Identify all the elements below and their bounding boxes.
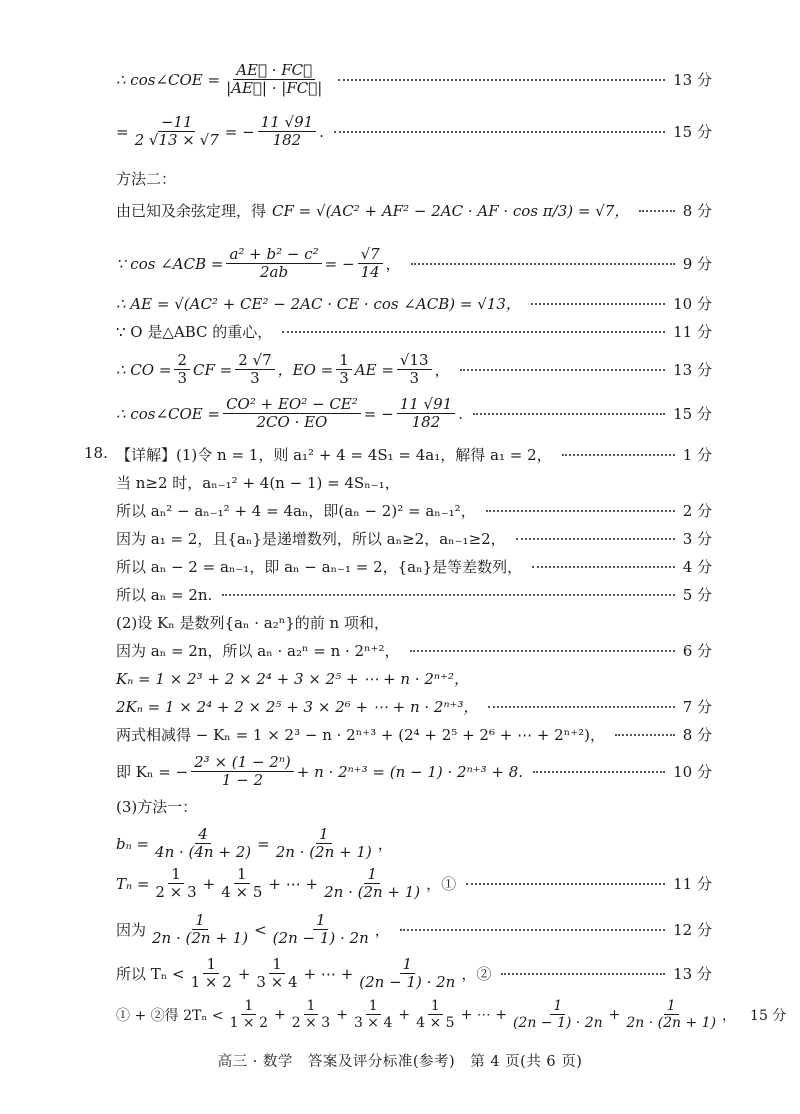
line-cos-value: = $\frac{-11}{2 √13 \times √7}$ = − $\frac{11 √91}{182}$ . 15 分 — [116, 113, 712, 150]
leader-dots — [531, 303, 665, 305]
leader-dots — [488, 706, 674, 708]
line-centroid: ∵ O 是△ABC 的重心， 11 分 — [116, 323, 712, 341]
page-footer: 高三 · 数学 答案及评分标准(参考) 第 4 页(共 6 页) — [217, 1054, 583, 1070]
fraction: $\frac{√7}{14}$ — [358, 246, 383, 282]
fraction: $\frac{√13}{3}$ — [397, 352, 432, 388]
leader-dots — [338, 79, 665, 81]
fraction: $\frac{1}{2 \times 3}$ — [155, 865, 197, 902]
fraction: $\frac{\text{CO² + EO² − CE²}}{2CO \cdot EO}$ — [223, 396, 361, 432]
leader-dots — [460, 369, 666, 371]
method-one-heading: (3)方法一： — [116, 798, 198, 816]
fraction: $\frac{1}{3 \times 4}$ — [256, 955, 298, 992]
score-label: 13 分 — [673, 965, 712, 984]
question-number: 18. — [84, 444, 108, 462]
line-cos-coe-vector — [116, 62, 712, 98]
fraction: $\frac{1}{3 \times 4}$ — [353, 998, 393, 1032]
leader-dots — [516, 538, 675, 540]
score-label: 5 分 — [682, 586, 712, 604]
leader-dots — [411, 263, 675, 265]
score-label: 12 分 — [673, 921, 712, 940]
line-inequality: 因为 $\frac{1}{2n \cdot (2n + 1)}$ < $\frac{1}{(2n - 1) \cdot 2n}$ ， 12 分 — [116, 911, 712, 948]
score-label: 15 分 — [673, 405, 712, 424]
fraction: $\frac{1}{2n \cdot (2n + 1)}$ — [324, 865, 421, 902]
fraction: $\frac{1}{2 \times 3}$ — [291, 998, 331, 1032]
line-2tn: ① + ②得 2Tₙ < $\frac{1}{1 \times 2}$ + $\frac{1}{2 \times 3}$ + $\frac{1}{3 \times 4}$ + $\frac{1}{4 \times 5}$ + ⋯ + $\frac{1}{(2n - 1) \cdot 2n}$ + $\frac{1}{2n \cdot (2n + 1)}$ ， 15 分 — [116, 998, 787, 1032]
score-label: 4 分 — [682, 558, 712, 576]
fraction: $\frac{11 √91}{182}$ — [258, 114, 317, 150]
fraction: $\frac{11 √91}{182}$ — [397, 396, 456, 432]
score-label: 10 分 — [673, 295, 712, 313]
score-label: 2 分 — [682, 502, 712, 520]
fraction: $\frac{2}{3}$ — [174, 352, 190, 388]
line-ae: ∴ AE = √(AC² + CE² − 2AC · CE · cos ∠ACB) = √13， 10 分 — [116, 295, 712, 313]
leader-dots — [222, 594, 674, 596]
score-label: 13 分 — [673, 361, 712, 380]
fraction: $\frac{1}{4 \times 5}$ — [221, 865, 263, 902]
line-tn-bound: 所以 Tₙ < $\frac{1}{1 \times 2}$ + $\frac{1}{3 \times 4}$ + ⋯ + $\frac{1}{(2n - 1) \cdot 2n}$ ，② 13 分 — [116, 955, 712, 992]
fraction: $\frac{AE⃗ \cdot FC⃗}{|AE⃗| \cdot |FC⃗|}$ — [226, 61, 323, 98]
line-18-7: (2)设 Kₙ 是数列{aₙ · a₂ⁿ}的前 n 项和， — [116, 614, 389, 632]
leader-dots — [282, 331, 665, 333]
fraction: $\frac{1}{4 \times 5}$ — [416, 998, 455, 1032]
score-label: 8 分 — [682, 202, 712, 220]
line-18-10: 2Kₙ = 1 × 2⁴ + 2 × 2⁵ + 3 × 2⁶ + ⋯ + n · 2ⁿ⁺³， 7 分 — [116, 698, 712, 716]
fraction: $\frac{\text{a² + b² − c²}}{2ab}$ — [226, 246, 321, 282]
line-co-eo: ∴ CO = $\frac{2}{3}$ CF = $\frac{2 √7}{3}$ ，EO = $\frac{1}{3}$ AE = $\frac{√13}{3}$ ， 13 分 — [116, 351, 712, 388]
line-bn: bₙ = $\frac{4}{4n \cdot (4n + 2)}$ = $\frac{1}{2n \cdot (2n + 1)}$ ， — [116, 825, 393, 862]
line-18-5: 所以 aₙ − 2 = aₙ₋₁，即 aₙ − aₙ₋₁ = 2，{aₙ}是等差数列， 4 分 — [116, 558, 712, 576]
fraction: $\frac{1}{2n \cdot (2n + 1)}$ — [626, 998, 717, 1032]
score-label: 1 分 — [682, 446, 712, 464]
fraction: $\frac{1}{(2n - 1) \cdot 2n}$ — [512, 998, 603, 1032]
fraction: $\frac{1}{2n \cdot (2n + 1)}$ — [275, 825, 372, 862]
fraction: $\frac{1}{1 \times 2}$ — [229, 998, 269, 1032]
leader-dots — [562, 454, 675, 456]
score-label: 7 分 — [682, 698, 712, 716]
fraction: $\frac{1}{1 \times 2}$ — [190, 955, 232, 992]
score-label: 15 分 — [750, 1007, 787, 1024]
line-18-11: 两式相减得 − Kₙ = 1 × 2³ − n · 2ⁿ⁺³ + (2⁴ + 2⁵ + 2⁶ + ⋯ + 2ⁿ⁺²)， 8 分 — [116, 726, 712, 744]
score-label: 3 分 — [682, 530, 712, 548]
score-label: 11 分 — [673, 875, 712, 894]
fraction: $\frac{1}{3}$ — [336, 352, 352, 388]
fraction: $\frac{2 √7}{3}$ — [235, 352, 274, 388]
leader-dots — [532, 566, 675, 568]
leader-dots — [533, 771, 665, 773]
leader-dots — [486, 510, 675, 512]
line-cos-acb: ∵ cos ∠ACB = $\frac{\text{a² + b² − c²}}{2ab}$ = − $\frac{√7}{14}$ ， 9 分 — [116, 245, 712, 282]
score-label: 8 分 — [682, 726, 712, 744]
leader-dots — [334, 131, 665, 133]
line-cos-coe-final: ∴ cos∠COE = $\frac{\text{CO² + EO² − CE²}}{2CO \cdot EO}$ = − $\frac{11 √91}{182}$ . 15 分 — [116, 395, 712, 432]
line-18-4: 因为 a₁ = 2，且{aₙ}是递增数列，所以 aₙ≥2，aₙ₋₁≥2， 3 分 — [116, 530, 712, 548]
formula-text: ∴ cos∠COE = — [116, 70, 221, 89]
leader-dots — [639, 210, 674, 212]
line-18-3: 所以 aₙ² − aₙ₋₁² + 4 = 4aₙ，即(aₙ − 2)² = aₙ₋₁²， 2 分 — [116, 502, 712, 520]
method-two-heading: 方法二： — [116, 170, 177, 188]
line-18-2: 当 n≥2 时，aₙ₋₁² + 4(n − 1) = 4Sₙ₋₁， — [116, 474, 400, 492]
leader-dots — [473, 413, 665, 415]
score-label: 6 分 — [682, 642, 712, 660]
fraction: $\frac{\text{2³ × (1 − 2ⁿ)}}{1 - 2}$ — [191, 754, 294, 790]
line-18-6: 所以 aₙ = 2n. 5 分 — [116, 586, 712, 604]
line-18-12: 即 Kₙ = − $\frac{\text{2³ × (1 − 2ⁿ)}}{1 - 2}$ + n · 2ⁿ⁺³ = (n − 1) · 2ⁿ⁺³ + 8. 10 分 — [116, 753, 712, 790]
score-label: 11 分 — [673, 323, 712, 341]
score-label: 9 分 — [682, 255, 712, 274]
score-label: 13 分 — [673, 71, 712, 90]
fraction: $\frac{1}{(2n - 1) \cdot 2n}$ — [359, 955, 456, 992]
line-18-1: 【详解】(1)令 n = 1，则 a₁² + 4 = 4S₁ = 4a₁，解得 a₁ = 2， 1 分 — [116, 446, 712, 464]
fraction: $\frac{1}{2n \cdot (2n + 1)}$ — [152, 911, 249, 948]
line-cf-cosine-rule: 由已知及余弦定理，得 CF = √(AC² + AF² − 2AC · AF · cos π/3) = √7， 8 分 — [116, 202, 712, 220]
score-label: 15 分 — [673, 123, 712, 142]
leader-dots — [466, 883, 665, 885]
score-label: 10 分 — [673, 763, 712, 782]
line-tn: Tₙ = $\frac{1}{2 \times 3}$ + $\frac{1}{4 \times 5}$ + ⋯ + $\frac{1}{2n \cdot (2n + 1)}$ ，① 11 分 — [116, 865, 712, 902]
leader-dots — [400, 929, 665, 931]
line-18-8: 因为 aₙ = 2n，所以 aₙ · a₂ⁿ = n · 2ⁿ⁺²， 6 分 — [116, 642, 712, 660]
line-18-9: Kₙ = 1 × 2³ + 2 × 2⁴ + 3 × 2⁵ + ⋯ + n · 2ⁿ⁺²， — [116, 670, 469, 688]
leader-dots — [615, 734, 675, 736]
fraction: $\frac{-11}{2 √13 \times √7}$ — [134, 113, 219, 150]
leader-dots — [410, 650, 675, 652]
fraction: $\frac{1}{(2n - 1) \cdot 2n}$ — [272, 911, 369, 948]
fraction: $\frac{4}{4n \cdot (4n + 2)}$ — [155, 825, 252, 862]
leader-dots — [501, 973, 665, 975]
